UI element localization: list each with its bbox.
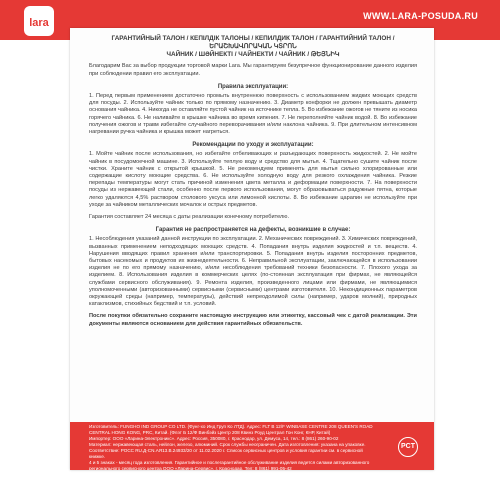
- sheet-content: [89, 35, 417, 333]
- intro-text: Благодарим Вас за выбор продукции торговой марки Lara. Мы гарантируем безупречное функционирование данного изделия при соблюдении правил его эксплуатации.: [89, 63, 417, 77]
- footer-line: 4 и 5 знаках - месяц года изготовления. Гарантийное и послегарантийное обслуживание изделия ведется силами авторизованного: [89, 460, 370, 465]
- footer-line: Соответствие: РОСС RU.Д-CN.АЯ13.В.24933/20 от 11.02.2020 г. Список сервисных центров и условия гарантии см. в сервисной книжке.: [89, 448, 363, 459]
- footer-line: Материал: нержавеющая сталь, нейлон, железо, алюминий. Срок службы неограничен. Дата изготовления: указана на упаковке.: [89, 442, 366, 447]
- footer-band: [70, 422, 434, 470]
- section-heading-care: Рекомендации по уходу и эксплуатации:: [192, 142, 314, 149]
- footer-line: регионального сервисного центра ООО «Ларина-Сервис», г. Краснодар. Тел: 8 (861) 991-05-42: [89, 466, 292, 470]
- lara-logo-icon: [23, 5, 55, 37]
- title-line-2: ЧАЙНИК / ШӘЙНЕКТІ / ЧАЙНЕКТИ / ЧАЙНИК / ԹԵՅՆԻԿ: [166, 50, 340, 58]
- section-body-care: 1. Мойте чайник после использования, но избегайте отбеливающих и разъедающих поверхность жидкостей. 2. Не мойте чайник в посудомоечной машине. 3. Используйте теплую воду и средство для мытья. 4. Тщательно сушите чайник после чистки. Храните чайник с открытой крышкой. 5. Не рекомендуем применять для мытья сильно хлорированные или содержащие кислоту моющие средства. 6. Не используйте холодную воду для резкого охлаждения чайника. Резкие перепады температуры могут стать причиной изменения цвета металла и деформации поверхности. 7. На поверхности посуды из нержавеющей стали, особенно после первого использования, могут образовываться радужные пятна, которые легко удаляются 4,5% раствором столового уксуса или лимонной кислоты. 8. Во избежание царапин не используйте при уходе за чайником металлических мочалок и острых предметов.: [89, 151, 417, 208]
- logo-text: lara: [29, 17, 49, 29]
- section-heading-rules: Правила эксплуатации:: [217, 83, 289, 90]
- warranty-period: Гарантия составляет 24 месяца с даты реализации конечному потребителю.: [89, 214, 290, 221]
- footer-line: Изготовитель: FUNGHO IND GROUP CO LTD. (Фунг-хо Инд Груп Ко ЛТД). Адрес: FLT B 12/F WINBASE CENTRE 208 QUEEN'S ROAD: [89, 424, 373, 429]
- receipt-notice: После покупки обязательно сохраните настоящую инструкцию или этикетку, кассовый чек с датой реализации. Эти документы являются основанием для действия гарантийных обязательств.: [89, 313, 417, 327]
- section-body-exclusions: 1. Несоблюдения указаний данной инструкции по эксплуатации. 2. Механических повреждений. 3. Химических повреждений, вызванных применением неподходящих моющих средств. 4. Попадания внутрь изделия жидкостей и т.п. веществ. 4. Нарушения вводящих правил хранения и/или транспортировки. 5. Попадания внутрь изделия посторонних предметов, бытовых насекомых и продуктов их жизнедеятельности. 6. Неправильной эксплуатации, заключающейся в использовании изделия не по его прямому назначению, и/или несоблюдения требований техники безопасности. 7. Плохого ухода за изделием. 8. Использования изделия в коммерческих целях (по-стоянная эксплуатация при фирмах, не являющейся службами сервисного обслуживания). 9. Ремонта изделия, произведенного лицами или фирмами, не являющимися уполномоченными (авторизованными) сервисными (сервисными) центрами изготовителя. 10. Некондиционных параметров окружающей среды (например, температуры), действий непреодолимой силы (например, ударов молний), природных катаклизмов, стихийных бедствий и т.п. условий.: [89, 236, 417, 308]
- website-url: WWW.LARA-POSUDA.RU: [363, 11, 478, 21]
- footer-line: Импортер: ООО «Ларина-Электроникс». Адрес: Россия, 350080, г. Краснодар, ул. Демуса, 14, тел.: 8 (861) 260-90-02: [89, 436, 339, 441]
- section-body-rules: 1. Перед первым применением достаточно промыть внутреннюю поверхность с использованием жидких моющих средств для посуды. 2. Используйте чайник только по прямому назначению. 3. Диаметр конфорки не должен превышать диаметр основания чайника. 4. Никогда не оставляйте пустой чайник на источнике тепла. 5. Во избежание ожогов не тяните из носика горячего чайника. 6. Не наливайте в крышке чайника во время кипения. 7. Не переполняйте чайник водой. 8. Во избежание получения ожогов и травм избегайте случайного переворачивания и/или наклона чайника. 9. При длительном интенсивном нагревании ручка чайника и крышка может нагреться.: [89, 93, 417, 136]
- manufacturer-info: [89, 424, 379, 470]
- warranty-sheet: [70, 28, 434, 470]
- section-heading-exclusions: Гарантия не распространяется на дефекты, возникшие в случае:: [155, 227, 351, 234]
- title-line-1: ГАРАНТИЙНЫЙ ТАЛОН / КЕПІЛДІК ТАЛОНЫ / КЕПИЛДИК ТАЛОН / ГАРАНТИЙНИЙ ТАЛОН / ԵՐԱՇԽԱՎՈՐԱԿԱՆ ԿՏՐՈՆ: [111, 35, 395, 50]
- document-title: [89, 35, 417, 58]
- certification-mark-icon: PCT: [398, 437, 418, 457]
- footer-line: CENTRAL HONG KONG, PRC, Китай. (Флэт Б 12/Ф Винбэйз Центр 208 Квинз Роуд Централ Гон Конг, КНР, Китай): [89, 430, 331, 435]
